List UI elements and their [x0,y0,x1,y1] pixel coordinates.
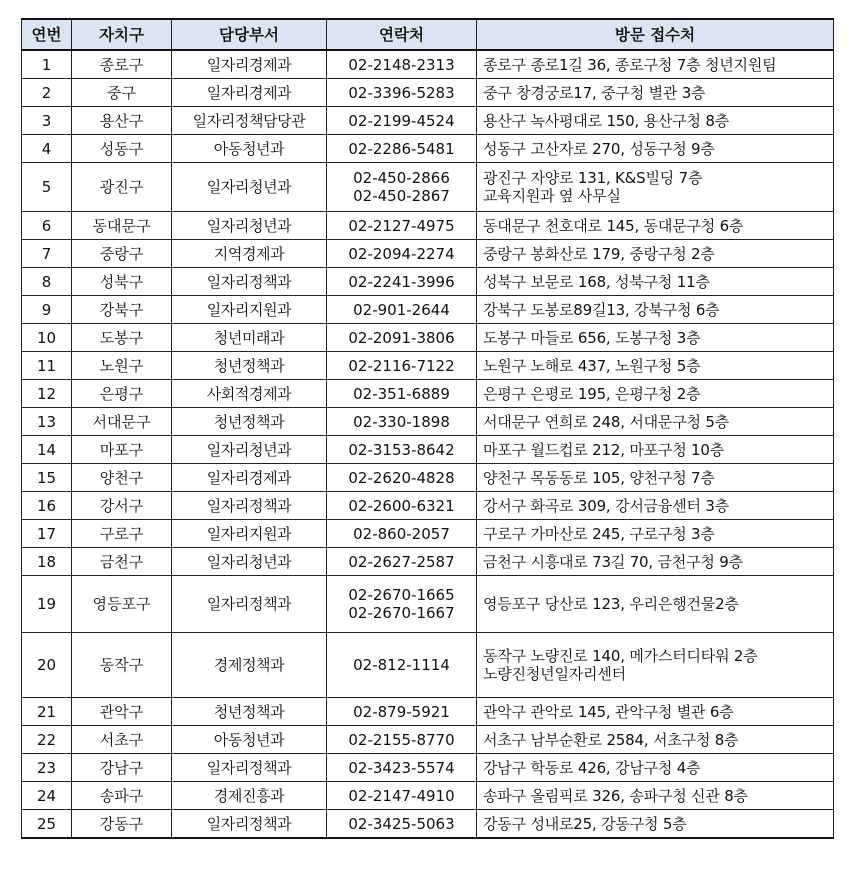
address-line: 서초구 남부순환로 2584, 서초구청 8층 [483,730,739,749]
district-name: 서초구 [72,726,172,754]
contact-phone [327,107,477,135]
contact-phone [327,726,477,754]
phone-number: 02-2600-6321 [348,496,455,515]
district-name: 도봉구 [72,324,172,352]
address-line: 성동구 고산자로 270, 성동구청 9층 [483,139,715,158]
phone-number: 02-812-1114 [353,656,450,674]
district-name: 성동구 [72,135,172,163]
department-name: 일자리경제과 [172,79,327,107]
district-name: 노원구 [72,352,172,380]
address-line: 용산구 녹사평대로 150, 용산구청 8층 [483,111,729,130]
phone-number: 02-2670-1665 [348,586,455,604]
phone-number: 02-2241-3996 [348,272,455,291]
table-row [22,492,834,520]
visit-address [477,296,834,324]
contact-phone [327,163,477,212]
address-line: 강서구 화곡로 309, 강서금융센터 3층 [483,496,729,515]
table-row [22,698,834,726]
address-line: 강동구 성내로25, 강동구청 5층 [483,814,687,833]
department-name: 사회적경제과 [172,380,327,408]
visit-address [477,107,834,135]
phone-number: 02-860-2057 [353,524,450,543]
phone-number: 02-2627-2587 [348,552,455,571]
table-row [22,380,834,408]
row-number: 24 [22,782,72,810]
address-line: 구로구 가마산로 245, 구로구청 3층 [483,524,715,543]
address-line: 영등포구 당산로 123, 우리은행건물2층 [483,595,739,613]
phone-number: 02-2147-4910 [348,786,455,805]
visit-address [477,726,834,754]
table-body [22,50,834,838]
table-row [22,268,834,296]
department-name: 경제정책과 [172,633,327,698]
row-number: 11 [22,352,72,380]
district-name: 용산구 [72,107,172,135]
header-department: 담당부서 [172,19,327,50]
contact-phone [327,240,477,268]
department-name: 일자리청년과 [172,436,327,464]
table-row [22,576,834,633]
district-name: 중랑구 [72,240,172,268]
address-line: 동대문구 천호대로 145, 동대문구청 6층 [483,216,744,235]
visit-address [477,163,834,212]
department-name: 일자리정책과 [172,810,327,839]
address-line: 노원구 노해로 437, 노원구청 5층 [483,356,701,375]
district-name: 양천구 [72,464,172,492]
row-number: 3 [22,107,72,135]
visit-address [477,135,834,163]
department-name: 일자리정책과 [172,492,327,520]
visit-address [477,268,834,296]
address-line: 중랑구 봉화산로 179, 중랑구청 2층 [483,244,715,263]
phone-number: 02-879-5921 [353,702,450,721]
address-line: 강남구 학동로 426, 강남구청 4층 [483,758,701,777]
district-name: 중구 [72,79,172,107]
table-row [22,296,834,324]
visit-address [477,79,834,107]
contact-phone [327,698,477,726]
department-name: 경제진흥과 [172,782,327,810]
table-row [22,633,834,698]
phone-number: 02-901-2644 [353,300,450,319]
visit-address [477,520,834,548]
visit-address [477,436,834,464]
table-row [22,324,834,352]
contact-phone [327,576,477,633]
phone-number: 02-2670-1667 [348,604,455,622]
phone-number: 02-330-1898 [353,412,450,431]
department-name: 일자리정책과 [172,268,327,296]
table-row [22,726,834,754]
address-line: 중구 창경궁로17, 중구청 별관 3층 [483,83,706,102]
visit-address [477,408,834,436]
header-no: 연번 [22,19,72,50]
table-row [22,240,834,268]
district-name: 광진구 [72,163,172,212]
contact-phone [327,633,477,698]
address-line: 서대문구 연희로 248, 서대문구청 5층 [483,412,729,431]
table-row [22,464,834,492]
row-number: 1 [22,50,72,79]
contact-phone [327,135,477,163]
office-table-container [21,18,834,839]
district-name: 구로구 [72,520,172,548]
phone-number: 02-3153-8642 [348,440,455,459]
phone-number: 02-3425-5063 [348,814,455,833]
table-row [22,135,834,163]
district-name: 마포구 [72,436,172,464]
contact-phone [327,268,477,296]
visit-address [477,548,834,576]
phone-number: 02-450-2867 [353,187,450,205]
table-row [22,50,834,79]
table-row [22,79,834,107]
contact-phone [327,408,477,436]
visit-address [477,380,834,408]
table-row [22,408,834,436]
department-name: 일자리경제과 [172,50,327,79]
phone-number: 02-450-2866 [353,169,450,187]
department-name: 일자리정책담당관 [172,107,327,135]
phone-number: 02-2199-4524 [348,111,455,130]
department-name: 일자리청년과 [172,548,327,576]
contact-phone [327,50,477,79]
department-name: 일자리경제과 [172,464,327,492]
row-number: 22 [22,726,72,754]
address-line: 양천구 목동동로 105, 양천구청 7층 [483,468,715,487]
phone-number: 02-2091-3806 [348,328,455,347]
district-name: 금천구 [72,548,172,576]
row-number: 5 [22,163,72,212]
department-name: 아동청년과 [172,726,327,754]
address-line: 도봉구 마들로 656, 도봉구청 3층 [483,328,701,347]
table-row [22,352,834,380]
visit-address [477,492,834,520]
address-line: 노량진청년일자리센터 [483,665,626,683]
table-row [22,520,834,548]
contact-phone [327,782,477,810]
district-name: 강동구 [72,810,172,839]
phone-number: 02-351-6889 [353,384,450,403]
visit-address [477,464,834,492]
department-name: 일자리지원과 [172,296,327,324]
department-name: 청년정책과 [172,352,327,380]
visit-address [477,698,834,726]
contact-phone [327,436,477,464]
address-line: 교육지원과 옆 사무실 [483,187,621,205]
row-number: 15 [22,464,72,492]
row-number: 19 [22,576,72,633]
header-contact: 연락처 [327,19,477,50]
contact-phone [327,754,477,782]
header-visit-location: 방문 접수처 [477,19,834,50]
district-name: 서대문구 [72,408,172,436]
department-name: 일자리정책과 [172,754,327,782]
district-name: 은평구 [72,380,172,408]
row-number: 13 [22,408,72,436]
row-number: 8 [22,268,72,296]
district-office-table [21,18,834,839]
table-row [22,810,834,839]
district-name: 종로구 [72,50,172,79]
phone-number: 02-2286-5481 [348,139,455,158]
row-number: 20 [22,633,72,698]
district-name: 성북구 [72,268,172,296]
district-name: 동대문구 [72,212,172,240]
department-name: 청년미래과 [172,324,327,352]
contact-phone [327,380,477,408]
table-row [22,107,834,135]
district-name: 동작구 [72,633,172,698]
phone-number: 02-3423-5574 [348,758,455,777]
phone-number: 02-2116-7122 [348,356,455,375]
contact-phone [327,79,477,107]
district-name: 강남구 [72,754,172,782]
contact-phone [327,810,477,839]
phone-number: 02-2155-8770 [348,730,455,749]
district-name: 영등포구 [72,576,172,633]
contact-phone [327,352,477,380]
table-row [22,548,834,576]
row-number: 23 [22,754,72,782]
address-line: 은평구 은평로 195, 은평구청 2층 [483,384,701,403]
department-name: 청년정책과 [172,698,327,726]
table-row [22,782,834,810]
row-number: 12 [22,380,72,408]
contact-phone [327,464,477,492]
header-district: 자치구 [72,19,172,50]
contact-phone [327,296,477,324]
visit-address [477,633,834,698]
row-number: 18 [22,548,72,576]
address-line: 종로구 종로1길 36, 종로구청 7층 청년지원팀 [483,55,777,74]
visit-address [477,810,834,839]
table-row [22,163,834,212]
address-line: 관악구 관악로 145, 관악구청 별관 6층 [483,702,734,721]
department-name: 지역경제과 [172,240,327,268]
address-line: 강북구 도봉로89길13, 강북구청 6층 [483,300,720,319]
department-name: 아동청년과 [172,135,327,163]
table-header-row [22,19,834,50]
table-row [22,754,834,782]
department-name: 일자리청년과 [172,212,327,240]
address-line: 광진구 자양로 131, K&S빌딩 7층 [483,169,703,187]
address-line: 성북구 보문로 168, 성북구청 11층 [483,272,710,291]
department-name: 일자리청년과 [172,163,327,212]
address-line: 마포구 월드컵로 212, 마포구청 10층 [483,440,725,459]
address-line: 금천구 시흥대로 73길 70, 금천구청 9층 [483,552,743,571]
row-number: 10 [22,324,72,352]
row-number: 17 [22,520,72,548]
address-line: 송파구 올림픽로 326, 송파구청 신관 8층 [483,786,748,805]
visit-address [477,324,834,352]
visit-address [477,240,834,268]
table-row [22,212,834,240]
visit-address [477,212,834,240]
department-name: 일자리지원과 [172,520,327,548]
row-number: 25 [22,810,72,839]
contact-phone [327,548,477,576]
phone-number: 02-2127-4975 [348,216,455,235]
row-number: 14 [22,436,72,464]
table-row [22,436,834,464]
contact-phone [327,520,477,548]
visit-address [477,782,834,810]
row-number: 4 [22,135,72,163]
phone-number: 02-2094-2274 [348,244,455,263]
visit-address [477,576,834,633]
contact-phone [327,492,477,520]
district-name: 강북구 [72,296,172,324]
visit-address [477,352,834,380]
contact-phone [327,324,477,352]
department-name: 청년정책과 [172,408,327,436]
row-number: 21 [22,698,72,726]
row-number: 2 [22,79,72,107]
visit-address [477,754,834,782]
phone-number: 02-2148-2313 [348,55,455,74]
visit-address [477,50,834,79]
row-number: 7 [22,240,72,268]
phone-number: 02-3396-5283 [348,83,455,102]
contact-phone [327,212,477,240]
phone-number: 02-2620-4828 [348,468,455,487]
department-name: 일자리정책과 [172,576,327,633]
district-name: 관악구 [72,698,172,726]
row-number: 9 [22,296,72,324]
row-number: 6 [22,212,72,240]
address-line: 동작구 노량진로 140, 메가스터디타워 2층 [483,647,758,665]
row-number: 16 [22,492,72,520]
district-name: 강서구 [72,492,172,520]
district-name: 송파구 [72,782,172,810]
